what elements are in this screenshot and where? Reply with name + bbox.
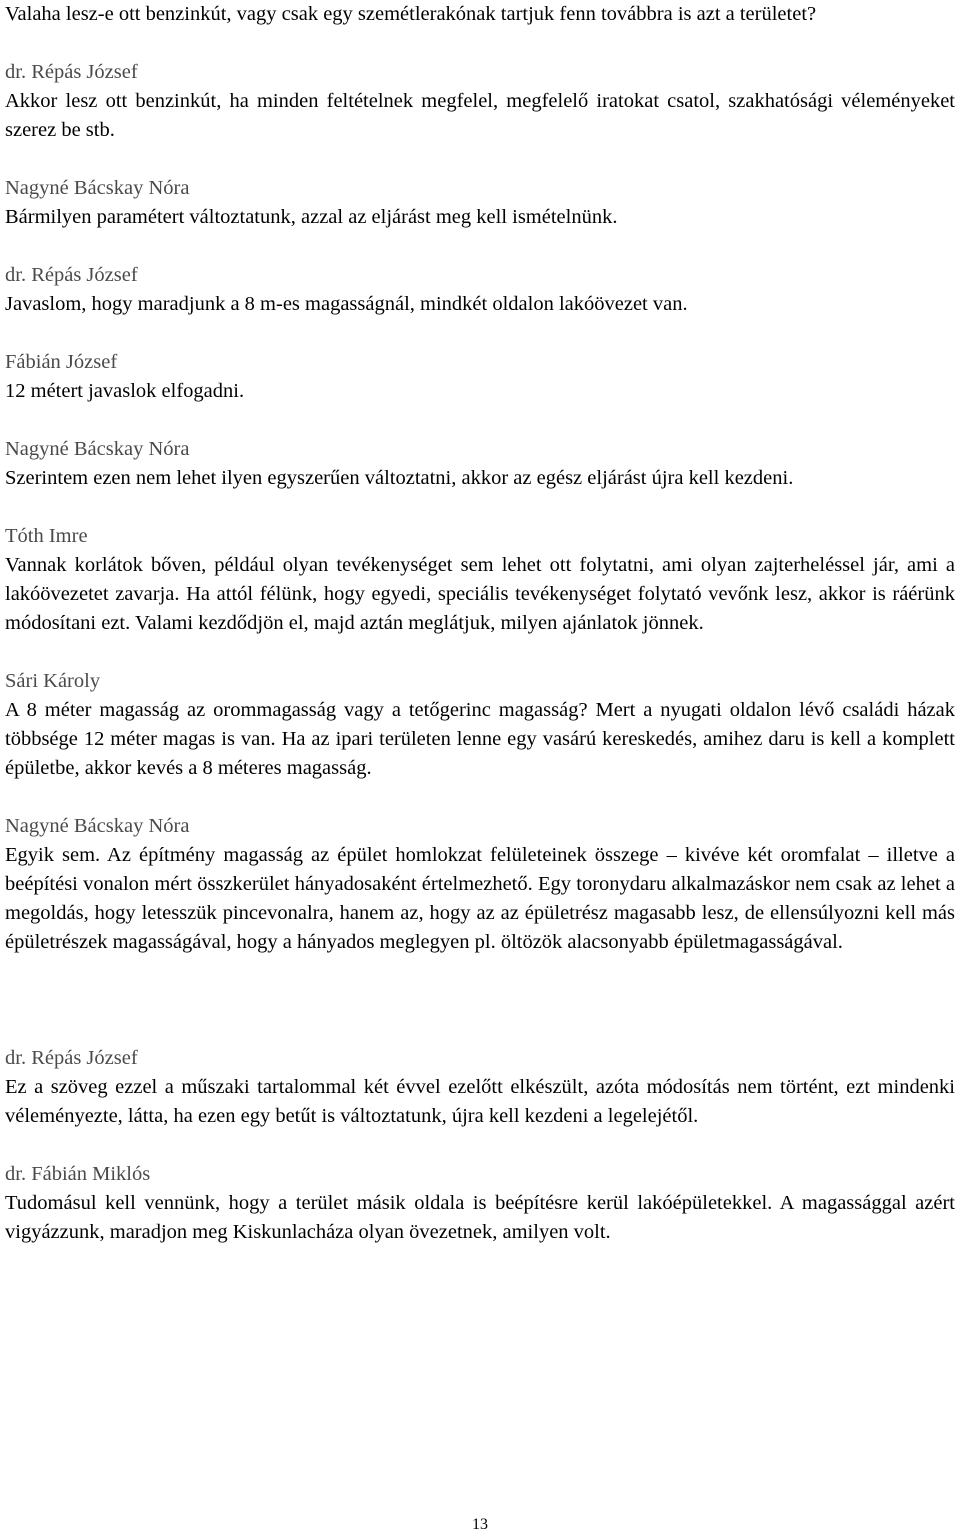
speech-entry [5,261,955,319]
blank-space [5,957,955,1044]
speech-text: Akkor lesz ott benzinkút, ha minden feltételnek megfelel, megfelelő iratokat csatol, szakhatósági véleményeket szerez be stb. [5,90,955,141]
speech-entry [5,812,955,957]
speaker-name: dr. Répás József [5,61,138,83]
speech-text: Ez a szöveg ezzel a műszaki tartalommal két évvel ezelőtt elkészült, azóta módosítás nem történt, ezt mindenki véleményezte, látta, ha ezen egy betűt is változtatunk, újra kell kezdeni a legelejétől. [5,1076,955,1127]
speaker-name: dr. Répás József [5,264,138,286]
speaker-name: Nagyné Bácskay Nóra [5,815,190,837]
speech-entry [5,1160,955,1247]
speech-entry [5,174,955,232]
page-number: 13 [472,1516,488,1533]
speech-entry [5,1044,955,1131]
speech-entry [5,667,955,783]
speech-entry [5,348,955,406]
speech-entry [5,58,955,145]
speech-text: Egyik sem. Az építmény magasság az épület homlokzat felületeinek összege – kivéve két oromfalat – illetve a beépítési vonalon mért összkerület hányadosaként értelmezhető. Egy toronydaru alkalmazáskor nem csak az lehet a megoldás, hogy letesszük pincevonalra, hanem az, hogy az az épületrész magasabb lesz, de ellensúlyozni kell más épületrészek magasságával, hogy a hányados meglegyen pl. öltözök alacsonyabb épületmagasságával. [5,844,955,953]
speaker-name: Nagyné Bácskay Nóra [5,438,190,460]
speaker-name: Nagyné Bácskay Nóra [5,177,190,199]
speech-text: Javaslom, hogy maradjunk a 8 m-es magasságnál, mindkét oldalon lakóövezet van. [5,293,688,315]
speaker-name: Tóth Imre [5,525,88,547]
speaker-name: Fábián József [5,351,118,373]
speech-entry [5,522,955,638]
speech-entry [5,435,955,493]
speaker-name: dr. Fábián Miklós [5,1163,151,1185]
speech-text: 12 métert javaslok elfogadni. [5,380,245,402]
speech-text: Bármilyen paramétert változtatunk, azzal az eljárást meg kell ismételnünk. [5,206,618,228]
document-page [5,0,955,1247]
speaker-name: Sári Károly [5,670,101,692]
speech-text: Tudomásul kell vennünk, hogy a terület másik oldala is beépítésre kerül lakóépületekkel. A magassággal azért vigyázzunk, maradjon meg Kiskunlacháza olyan övezetnek, amilyen volt. [5,1192,955,1243]
speech-text: Szerintem ezen nem lehet ilyen egyszerűen változtatni, akkor az egész eljárást újra kell kezdeni. [5,467,794,489]
speech-text: A 8 méter magasság az orommagasság vagy a tetőgerinc magasság? Mert a nyugati oldalon lévő családi házak többsége 12 méter magas is van. Ha az ipari területen lenne egy vasárú kereskedés, amihez daru is kell a komplett épületbe, akkor kevés a 8 méteres magasság. [5,699,955,779]
opening-paragraph: Valaha lesz-e ott benzinkút, vagy csak egy szemétlerakónak tartjuk fenn továbbra is azt a területet? [5,3,817,25]
speech-text: Vannak korlátok bőven, például olyan tevékenységet sem lehet ott folytatni, ami olyan zajterheléssel jár, ami a lakóövezetet zavarja. Ha attól félünk, hogy egyedi, speciális tevékenységet folytató vevőnk lesz, akkor is ráérünk módosítani ezt. Valami kezdődjön el, majd aztán meglátjuk, milyen ajánlatok jönnek. [5,554,955,634]
speaker-name: dr. Répás József [5,1047,138,1069]
